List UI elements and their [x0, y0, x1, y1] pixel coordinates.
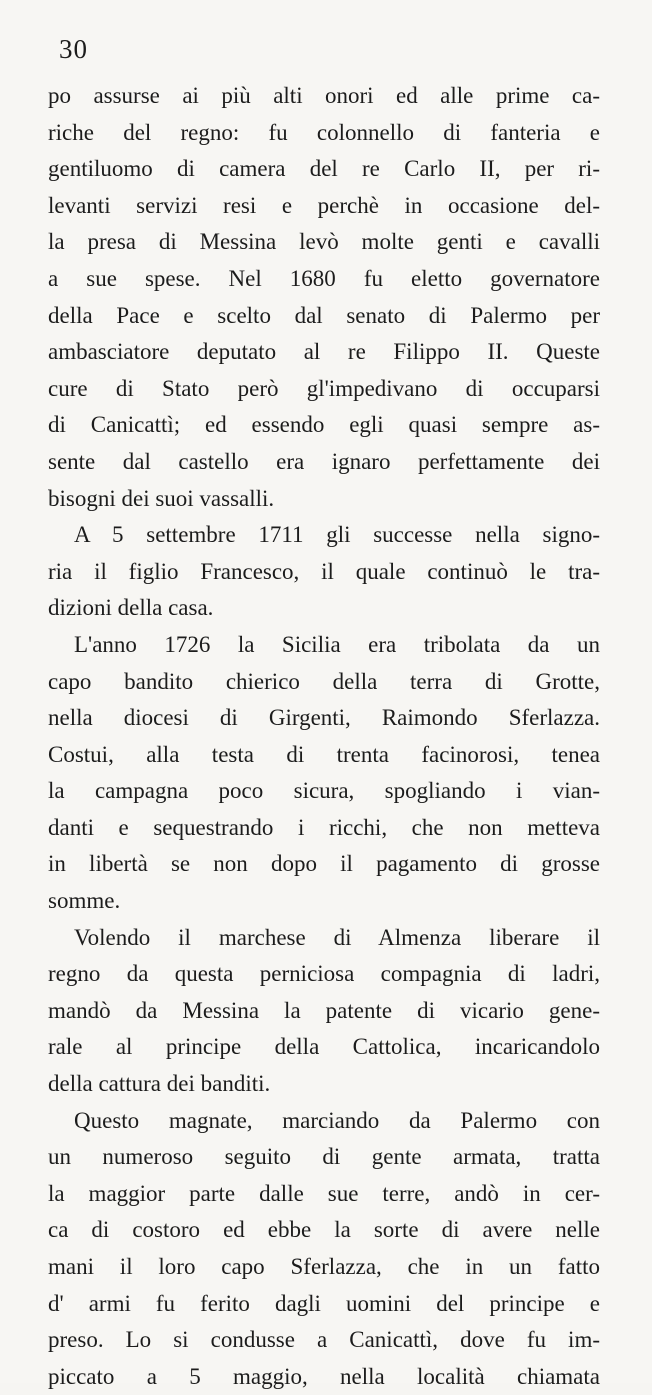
text-line: Costui, alla testa di trenta facinorosi, tenea: [48, 741, 600, 767]
text-line: A 5 settembre 1711 gli successe nella signo-: [74, 522, 600, 548]
text-line: mani il loro capo Sferlazza, che in un fatto: [48, 1254, 600, 1279]
text-line: in libertà se non dopo il pagamento di grosse: [48, 851, 600, 877]
text-line: d' armi fu ferito dagli uomini del principe e: [48, 1290, 600, 1316]
text-line: bisogni dei suoi vassalli.: [48, 485, 275, 511]
page-number: 30: [59, 34, 88, 64]
text-line: di Canicattì; ed essendo egli quasi sempre as-: [48, 412, 600, 438]
text-line: somme.: [48, 888, 121, 914]
text-line: ambasciatore deputato al re Filippo II. Queste: [48, 339, 600, 365]
text-line: della cattura dei banditi.: [48, 1071, 271, 1097]
text-line: mandò da Messina la patente di vicario gene-: [48, 997, 600, 1023]
text-line: a sue spese. Nel 1680 fu eletto governatore: [48, 265, 600, 291]
text-line: sente dal castello era ignaro perfettamente dei: [48, 448, 600, 474]
text-line: la presa di Messina levò molte genti e cavalli: [48, 229, 600, 255]
text-line: preso. Lo si condusse a Canicattì, dove fu im-: [48, 1327, 600, 1353]
text-line: Questo magnate, marciando da Palermo con: [74, 1107, 600, 1133]
text-line: dizioni della casa.: [48, 595, 214, 621]
text-line: Volendo il marchese di Almenza liberare il: [74, 924, 600, 950]
text-line: capo bandito chierico della terra di Grotte,: [48, 668, 600, 694]
text-line: la maggior parte dalle sue terre, andò in cer-: [48, 1180, 600, 1206]
text-line: piccato a 5 maggio, nella località chiamata: [48, 1363, 600, 1389]
text-line: regno da questa perniciosa compagnia di ladri,: [48, 961, 600, 987]
text-line: po assurse ai più alti onori ed alle prime ca-: [48, 83, 600, 108]
text-line: cure di Stato però gl'impedivano di occuparsi: [48, 375, 600, 401]
text-line: riche del regno: fu colonnello di fanteria e: [48, 119, 600, 145]
body-text: [48, 78, 600, 1395]
text-line: nella diocesi di Girgenti, Raimondo Sferlazza.: [48, 705, 600, 731]
text-line: ria il figlio Francesco, il quale continuò le tra-: [48, 558, 600, 584]
text-line: levanti servizi resi e perchè in occasione del-: [48, 192, 600, 218]
text-line: danti e sequestrando i ricchi, che non metteva: [48, 814, 600, 840]
text-line: ca di costoro ed ebbe la sorte di avere nelle: [48, 1217, 600, 1243]
text-line: gentiluomo di camera del re Carlo II, per ri-: [48, 156, 600, 182]
text-line: un numeroso seguito di gente armata, tratta: [48, 1144, 600, 1170]
text-line: rale al principe della Cattolica, incaricandolo: [48, 1034, 600, 1060]
text-line: la campagna poco sicura, spogliando i vian-: [48, 778, 600, 804]
text-line: L'anno 1726 la Sicilia era tribolata da un: [74, 631, 600, 657]
text-line: della Pace e scelto dal senato di Palermo per: [48, 302, 600, 328]
